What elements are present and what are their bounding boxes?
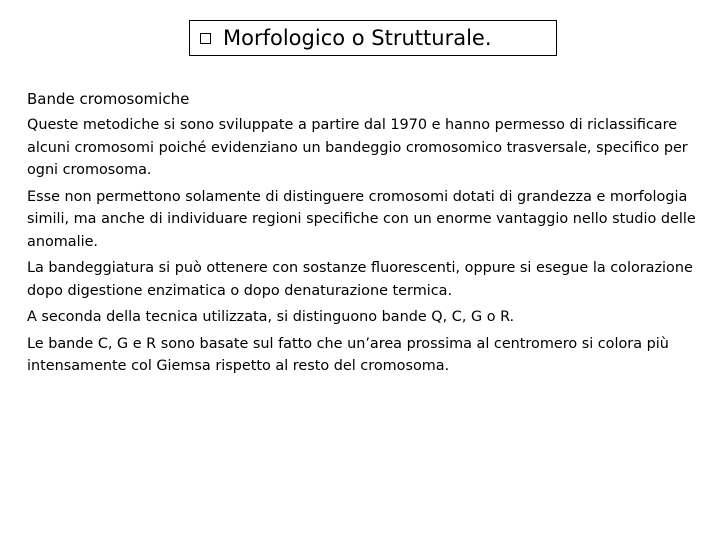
square-bullet-icon xyxy=(200,33,211,44)
slide-title: Morfologico o Strutturale. xyxy=(223,25,492,50)
paragraph-2: Esse non permettono solamente di distinguere cromosomi dotati di grandezza e morfologia simili, ma anche di individuare regioni specifiche con un enorme vantaggio nello studio delle anomalie. xyxy=(27,188,696,250)
paragraph-5: Le bande C, G e R sono basate sul fatto che un’area prossima al centromero si colora più intensamente col Giemsa rispetto al resto del cromosoma. xyxy=(27,335,669,374)
slide-content xyxy=(27,88,697,382)
section-heading: Bande cromosomiche xyxy=(27,90,190,108)
paragraph-4: A seconda della tecnica utilizzata, si distinguono bande Q, C, G o R. xyxy=(27,309,515,325)
slide-title-box xyxy=(189,20,557,56)
paragraph-1: Queste metodiche si sono sviluppate a partire dal 1970 e hanno permesso di riclassificare alcuni cromosomi poiché evidenziano un bandeggio cromosomico trasversale, specifico per ogni cromosoma. xyxy=(27,117,688,178)
paragraph-3: La bandeggiatura si può ottenere con sostanze fluorescenti, oppure si esegue la colorazione dopo digestione enzimatica o dopo denaturazione termica. xyxy=(27,260,693,299)
